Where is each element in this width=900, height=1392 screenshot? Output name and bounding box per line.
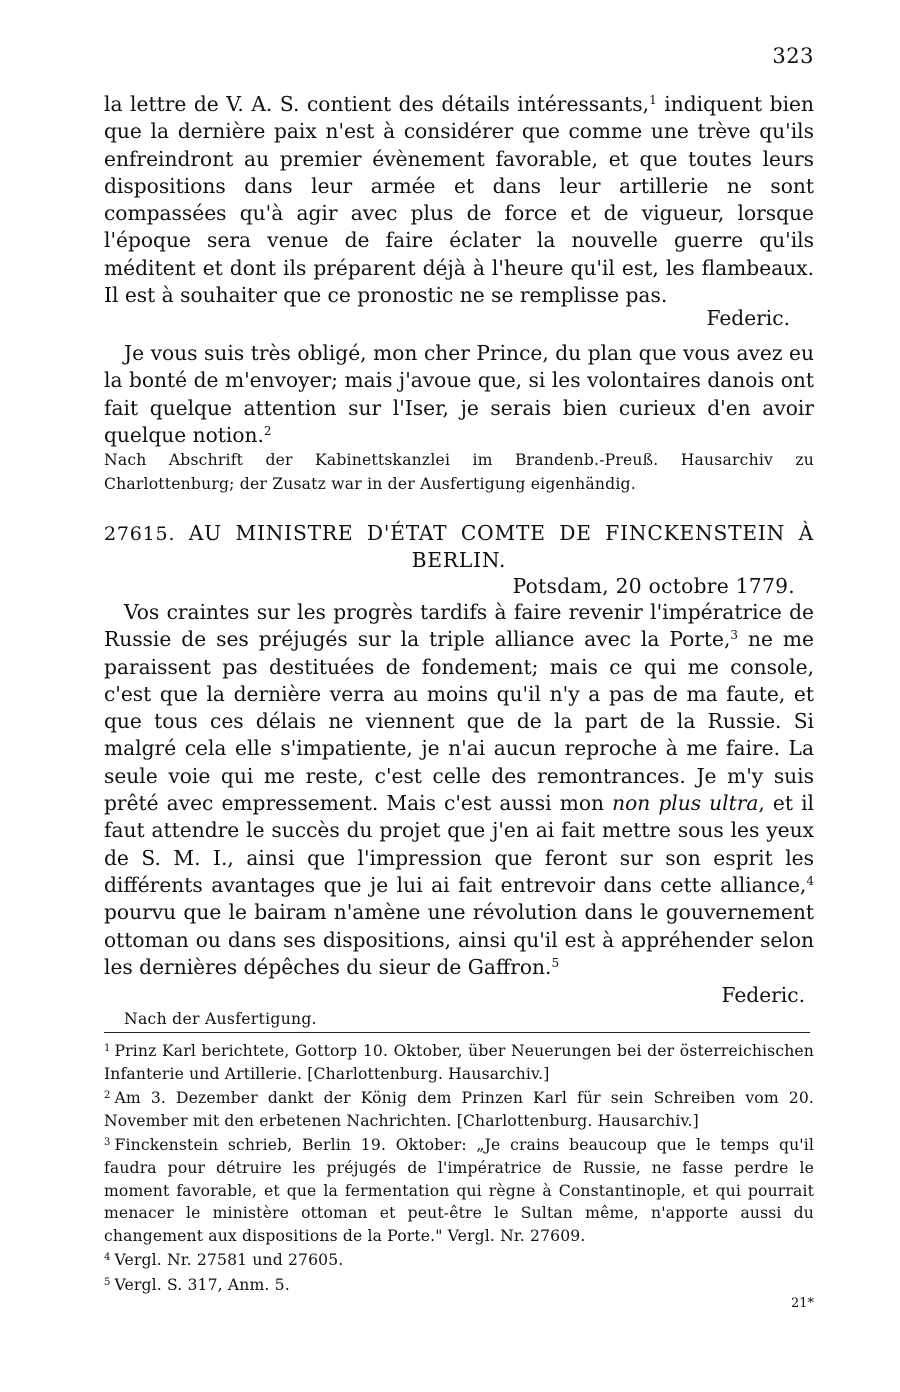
paragraph-letter-continuation — [104, 91, 814, 309]
footnote-1 — [104, 1038, 814, 1085]
paragraph-letter-body — [104, 599, 814, 981]
footnote-text: Finckenstein schrieb, Berlin 19. Oktober: „Je crains beaucoup que le temps qu'il faudra pour détruire les préjugés de l'impératrice de Russie, ne fasse perdre le moment favorable, et que la fermentation qui règne à Constantinople, et qui pourrait menacer le ministère ottoman et peut-être le Sultan même, n'apporte aussi du changement aux dispositions de la Porte." Vergl. Nr. 27609. — [104, 1136, 814, 1245]
footnote-marker: 1 — [104, 1043, 111, 1054]
footnote-ref-3: 3 — [730, 628, 739, 643]
letter-number: 27615. — [104, 523, 176, 545]
page-number: 323 — [772, 44, 814, 68]
footnote-text: Vergl. S. 317, Anm. 5. — [114, 1275, 290, 1294]
letter-heading-line1 — [104, 520, 814, 548]
paragraph3-text-a: Vos craintes sur les progrès tardifs à faire revenir l'impératrice de Russie de ses préjugés sur la triple alliance avec la Porte, — [104, 600, 814, 652]
footnote-text: Am 3. Dezember dankt der König dem Prinzen Karl für sein Schreiben vom 20. November mit den erbetenen Nachrichten. [Charlottenburg. Hausarchiv.] — [104, 1089, 814, 1130]
footnote-ref-5: 5 — [551, 955, 560, 970]
signature-second-letter: Federic. — [721, 983, 805, 1007]
letter-dateline: Potsdam, 20 octobre 1779. — [512, 574, 795, 598]
paragraph2-text-a: Je vous suis très obligé, mon cher Prince, du plan que vous avez eu la bonté de m'envoyer; mais j'avoue que, si les volontaires danois ont fait quelque attention sur l'Iser, je serais bien curieux d'en avoir quelque notion. — [104, 341, 814, 447]
footnote-text: Prinz Karl berichtete, Gottorp 10. Oktober, über Neuerungen bei der österreichischen Infanterie und Artillerie. [Charlottenburg. Hausarchiv.] — [104, 1042, 814, 1083]
footnote-3 — [104, 1132, 814, 1247]
footnote-text: Vergl. Nr. 27581 und 27605. — [114, 1251, 344, 1270]
footnote-marker: 5 — [104, 1276, 111, 1288]
paragraph1-text-a: la lettre de V. A. S. contient des détails intéressants, — [104, 92, 650, 116]
source-note-second-letter: Nach der Ausfertigung. — [124, 1010, 317, 1028]
footnote-marker: 2 — [104, 1090, 111, 1102]
footnote-ref-1: 1 — [649, 93, 657, 107]
footnote-5 — [104, 1272, 814, 1297]
paragraph3-italic: non plus ultra — [612, 791, 759, 816]
paragraph3-text-b: ne me paraissent pas destituées de fondement; mais ce qui me console, c'est que la dernière verra au moins qu'il n'y a pas de ma faute, et que tous ces délais ne viennent que de la part de la Russie. Si malgré cela elle s'impatiente, je n'ai aucun reproche à me faire. La seule voie qui me reste, c'est celle des remontrances. Je m'y suis prêté avec empressement. Mais c'est aussi mon — [104, 627, 814, 816]
paragraph-postscript — [104, 340, 814, 449]
footnote-4 — [104, 1247, 814, 1272]
paragraph3-text-c: , et il faut attendre le succès du projet que j'en ai fait mettre sous les yeux de S. M. I., ainsi que l'impression que feront sur son esprit les différents avantages que je lui ai fait entrevoir dans cette alliance, — [104, 791, 814, 897]
footnotes — [104, 1038, 814, 1297]
letter-heading-line2: BERLIN. — [411, 548, 507, 572]
letter-addressee: AU MINISTRE D'ÉTAT COMTE DE FINCKENSTEIN À — [188, 521, 815, 545]
footnote-marker: 3 — [104, 1137, 111, 1149]
signature-mark: 21* — [790, 1296, 814, 1311]
footnote-ref-2: 2 — [263, 423, 272, 438]
paragraph3-text-d: pourvu que le bairam n'amène une révolution dans le gouvernement ottoman ou dans ses dispositions, ainsi qu'il est à appréhender selon les dernières dépêches du sieur de Gaffron. — [104, 900, 814, 979]
footnote-ref-4: 4 — [806, 873, 814, 888]
footnote-marker: 4 — [104, 1252, 111, 1264]
paragraph1-text-b: indiquent bien que la dernière paix n'est à considérer que comme une trève qu'ils enfreindront au premier évènement favorable, et que toutes leurs dispositions dans leur armée et dans leur artillerie ne sont compassées qu'à agir avec plus de force et de vigueur, lorsque l'époque sera venue de faire éclater la nouvelle guerre qu'ils méditent et dont ils préparent déjà à l'heure qu'il est, les flambeaux. Il est à souhaiter que ce pronostic ne se remplisse pas. — [104, 92, 814, 308]
footnote-2 — [104, 1085, 814, 1132]
source-note-first-letter: Nach Abschrift der Kabinettskanzlei im Brandenb.-Preuß. Hausarchiv zu Charlottenburg; der Zusatz war in der Ausfertigung eigenhändig. — [104, 451, 814, 493]
signature-first-letter: Federic. — [706, 306, 790, 330]
footnote-divider — [104, 1032, 810, 1033]
